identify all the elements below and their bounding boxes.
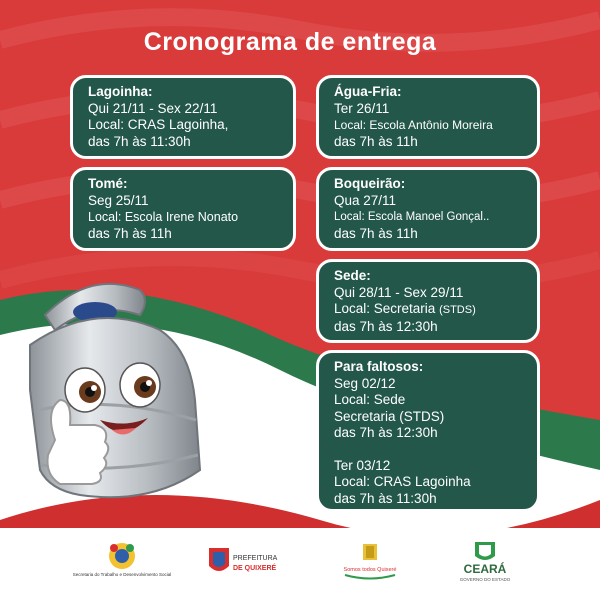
card-time: das 7h às 11h <box>334 225 418 241</box>
card-place: Local: CRAS Lagoinha, <box>88 117 229 132</box>
card-location-name: Para faltosos: <box>334 359 424 374</box>
card-date: Qua 27/11 <box>334 192 397 208</box>
card-location-name: Boqueirão: <box>334 176 406 191</box>
stds-logo-text: Secretaria do Trabalho e Desenvolvimento Social <box>72 572 172 577</box>
prefeitura-label: PREFEITURA <box>233 555 278 562</box>
schedule-card-tome <box>70 167 296 251</box>
schedule-card-lagoinha <box>70 75 296 159</box>
card-time-2: das 7h às 11:30h <box>334 490 437 506</box>
card-place: Local: Escola Manoel Gonçal.. <box>334 211 490 223</box>
card-location-name: Tomé: <box>88 176 128 191</box>
ceara-label: CEARÁ <box>463 562 507 576</box>
card-place: Local: Escola Irene Nonato <box>88 210 239 224</box>
card-place-note: (STDS) <box>439 304 476 316</box>
stds-logo-icon <box>72 540 172 584</box>
governo-label: GOVERNO DO ESTADO <box>459 577 511 582</box>
page-title: Cronograma de entrega <box>143 28 437 56</box>
card-time: das 7h às 11h <box>88 225 172 241</box>
card-time: das 7h às 12:30h <box>334 425 438 440</box>
spacer <box>334 442 527 458</box>
gas-cylinder-mascot-icon <box>0 270 250 520</box>
card-place-2: Local: CRAS Lagoinha <box>334 474 471 489</box>
schedule-card-sede <box>316 259 540 343</box>
card-time: das 7h às 11h <box>334 133 418 149</box>
card-time: das 7h às 12:30h <box>334 318 438 334</box>
card-date: Qui 28/11 - Sex 29/11 <box>334 284 464 300</box>
card-date: Seg 25/11 <box>88 192 149 208</box>
schedule-card-boqueirao <box>316 167 540 251</box>
quixere-label: DE QUIXERÉ <box>233 565 277 572</box>
ceara-government-logo-icon <box>445 540 525 584</box>
card-place: Local: Escola Antônio Moreira <box>334 118 493 132</box>
card-date-2: Ter 03/12 <box>334 457 391 473</box>
card-time: das 7h às 11:30h <box>88 133 191 149</box>
prefeitura-quixere-logo-icon <box>205 540 285 584</box>
card-place: Local: Sede <box>334 392 406 407</box>
somos-label: Somos todos Quixeré <box>343 567 397 573</box>
card-date: Ter 26/11 <box>334 100 390 116</box>
card-date: Qui 21/11 - Sex 22/11 <box>88 100 218 116</box>
card-location-name: Água-Fria: <box>334 84 402 99</box>
card-place-detail: Secretaria (STDS) <box>334 408 445 424</box>
card-place <box>334 301 527 319</box>
card-location-name: Sede: <box>334 268 371 283</box>
somos-todos-quixere-logo-icon <box>335 540 405 584</box>
card-date: Seg 02/12 <box>334 375 396 391</box>
schedule-card-agua-fria <box>316 75 540 159</box>
schedule-card-faltosos <box>316 350 540 512</box>
card-location-name: Lagoinha: <box>88 84 153 99</box>
card-place-text: Local: Secretaria <box>334 301 436 316</box>
